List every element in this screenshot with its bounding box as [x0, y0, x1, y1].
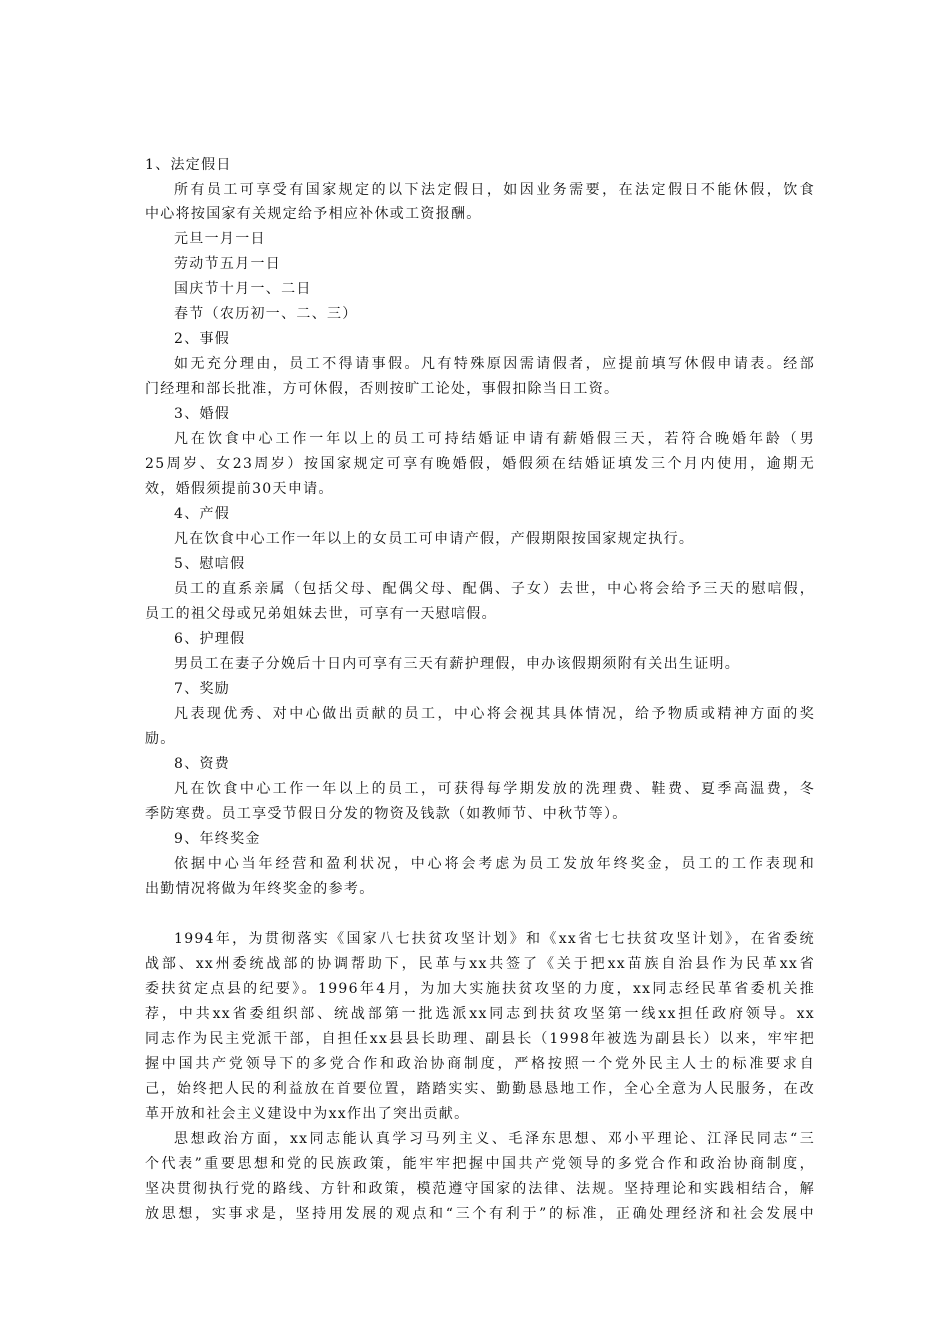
paragraph-line: 凡表现优秀、对中心做出贡献的员工，中心将会视其具体情况，给予物质或精神方面的奖 [174, 706, 815, 722]
heading-statutory-holidays: 1、法定假日 [145, 157, 232, 173]
paragraph-line: 革开放和社会主义建设中为xx作出了突出贡献。 [145, 1106, 470, 1122]
heading-nursing-leave: 6、护理假 [174, 631, 246, 647]
paragraph-line: 门经理和部长批准，方可休假，否则按旷工论处，事假扣除当日工资。 [145, 381, 620, 397]
paragraph-line: 男员工在妻子分娩后十日内可享有三天有薪护理假，申办该假期须附有关出生证明。 [174, 656, 741, 672]
paragraph-line: 季防寒费。员工享受节假日分发的物资及钱款（如教师节、中秋节等）。 [145, 806, 628, 822]
holiday-item: 国庆节十月一、二日 [174, 281, 312, 297]
paragraph-line: 凡在饮食中心工作一年以上的员工，可获得每学期发放的洗理费、鞋费、夏季高温费，冬 [174, 781, 815, 797]
paragraph-line: 中心将按国家有关规定给予相应补休或工资报酬。 [145, 206, 482, 222]
paragraph-line: 效，婚假须提前30天申请。 [145, 481, 334, 497]
heading-allowances: 8、资费 [174, 756, 231, 772]
paragraph-line: 个代表”重要思想和党的民族政策，能牢牢把握中国共产党领导的多党合作和政治协商制度， [145, 1156, 815, 1172]
heading-maternity-leave: 4、产假 [174, 506, 231, 522]
paragraph-line: 握中国共产党领导下的多党合作和政治协商制度，严格按照一个党外民主人士的标准要求自 [145, 1056, 815, 1072]
paragraph-line: 荐，中共xx省委组织部、统战部第一批选派xx同志到扶贫攻坚第一线xx担任政府领导。xx [145, 1006, 815, 1022]
heading-marriage-leave: 3、婚假 [174, 406, 231, 422]
paragraph-line: 凡在饮食中心工作一年以上的女员工可申请产假，产假期限按国家规定执行。 [174, 531, 695, 547]
paragraph-line: 1994年，为贯彻落实《国家八七扶贫攻坚计划》和《xx省七七扶贫攻坚计划》，在省委统 [174, 931, 815, 947]
paragraph-line: 放思想，实事求是，坚持用发展的观点和“三个有利于”的标准，正确处理经济和社会发展中 [145, 1206, 815, 1222]
paragraph-line: 思想政治方面，xx同志能认真学习马列主义、毛泽东思想、邓小平理论、江泽民同志“三 [174, 1131, 815, 1147]
heading-personal-leave: 2、事假 [174, 331, 231, 347]
paragraph-line: 员工的直系亲属（包括父母、配偶父母、配偶、子女）去世，中心将会给予三天的慰唁假， [174, 581, 815, 597]
holiday-item: 元旦一月一日 [174, 231, 266, 247]
paragraph-line: 战部、xx州委统战部的协调帮助下，民革与xx共签了《关于把xx苗族自治县作为民革xx省 [145, 956, 815, 972]
heading-rewards: 7、奖励 [174, 681, 231, 697]
holiday-item: 春节（农历初一、二、三） [174, 306, 358, 322]
paragraph-line: 凡在饮食中心工作一年以上的员工可持结婚证申请有薪婚假三天，若符合晚婚年龄（男 [174, 431, 815, 447]
paragraph-line: 己，始终把人民的利益放在首要位置，踏踏实实、勤勤恳恳地工作，全心全意为人民服务，在改 [145, 1081, 815, 1097]
paragraph-line: 出勤情况将做为年终奖金的参考。 [145, 881, 375, 897]
paragraph-line: 所有员工可享受有国家规定的以下法定假日，如因业务需要，在法定假日不能休假，饮食 [174, 182, 815, 198]
paragraph-line: 同志作为民主党派干部，自担任xx县县长助理、副县长（1998年被选为副县长）以来，牢牢把 [145, 1031, 815, 1047]
paragraph-line: 励。 [145, 731, 176, 747]
paragraph-line: 员工的祖父母或兄弟姐妹去世，可享有一天慰唁假。 [145, 606, 497, 622]
paragraph-line: 25周岁、女23周岁）按国家规定可享有晚婚假，婚假须在结婚证填发三个月内使用，逾期无 [145, 456, 815, 472]
paragraph-line: 依据中心当年经营和盈利状况，中心将会考虑为员工发放年终奖金，员工的工作表现和 [174, 856, 815, 872]
heading-bereavement-leave: 5、慰唁假 [174, 556, 246, 572]
heading-year-end-bonus: 9、年终奖金 [174, 831, 261, 847]
paragraph-line: 如无充分理由，员工不得请事假。凡有特殊原因需请假者，应提前填写休假申请表。经部 [174, 356, 815, 372]
paragraph-line: 坚决贯彻执行党的路线、方针和政策，模范遵守国家的法律、法规。坚持理论和实践相结合，解 [145, 1181, 815, 1197]
holiday-item: 劳动节五月一日 [174, 256, 282, 272]
paragraph-line: 委扶贫定点县的纪要》。1996年4月，为加大实施扶贫攻坚的力度，xx同志经民革省委机关推 [145, 981, 815, 997]
